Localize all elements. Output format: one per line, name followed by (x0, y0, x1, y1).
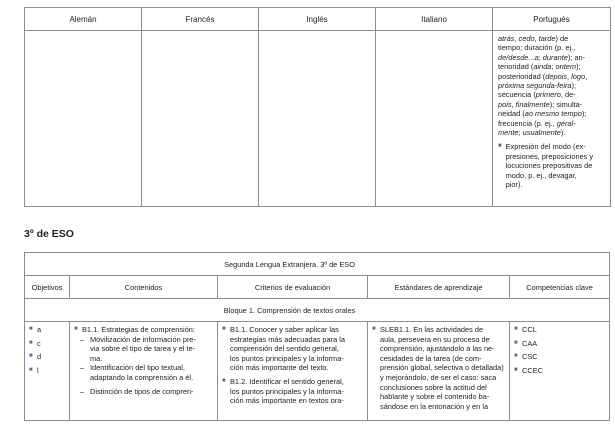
square-bullet-icon: ■ (222, 326, 226, 332)
cell-aleman (25, 31, 142, 207)
list-item: ■ d (29, 352, 42, 362)
header-criterios: Criterios de evaluación (218, 276, 368, 299)
square-bullet-icon: ■ (222, 377, 226, 384)
list-item: ■ l (29, 365, 39, 375)
list-item: ■ SLEB1.1. En las actividades de aula, persevera en su proceso de comprensión, ajustándolo a las ne- cesidades de la tarea (de com- prensión global, selectiva o detallada) y mejorándolo, de ser el caso: saca conclusiones sobre la actitud del hablante y sobre el contenido ba- sándose en la entonación y en la (372, 325, 504, 411)
header-objetivos: Objetivos (25, 276, 70, 299)
square-bullet-icon: ■ (514, 366, 518, 373)
square-bullet-icon: ■ (74, 326, 78, 332)
list-item: ■ CAA (514, 338, 538, 348)
header-italiano: Italiano (376, 8, 493, 31)
contenidos-cell (70, 322, 218, 421)
cell-frances (142, 31, 259, 207)
sub-item: – Identificación del tipo textual, adaptando la comprensión a él. (80, 363, 194, 382)
cell-ingles (259, 31, 376, 207)
square-bullet-icon: ■ (498, 143, 502, 150)
list-item: ■ c (29, 338, 41, 348)
criterios-cell (218, 322, 368, 421)
header-frances: Francés (142, 8, 259, 31)
square-bullet-icon: ■ (514, 353, 518, 360)
square-bullet-icon: ■ (29, 353, 33, 360)
header-competencias: Competencias clave (510, 276, 610, 299)
eso-curriculum-table (24, 252, 610, 421)
square-bullet-icon: ■ (29, 326, 33, 332)
competencias-cell (510, 322, 610, 421)
header-estandares: Estándares de aprendizaje (368, 276, 510, 299)
list-item: ■ B1.1. Conocer y saber aplicar las estrategias más adecuadas para la comprensión del sentido general, los puntos principales y la informa- ción más importante del texto. (222, 325, 346, 373)
portugues-paragraph: atrás, cedo, tarde) de tiempo; duración (p. ej., de/desde...a; durante); an- terioridad (ainda; ontem); posterioridad (depois, logo, próxima segunda-feira); secuencia (primero, de- pois, finalmente); simulta- neidad (ao mesmo tempo); frecuencia (p. ej., geral- mente; usualmente). (498, 34, 588, 138)
list-item: ■ B1.1. Estrategias de comprensión: (74, 325, 195, 334)
header-portugues: Portugués (493, 8, 611, 31)
table-title: Segunda Lengua Extranjera. 3º de ESO (70, 253, 510, 276)
objetivos-cell (25, 322, 70, 421)
square-bullet-icon: ■ (372, 326, 376, 332)
list-item: ■ CSC (514, 352, 538, 362)
square-bullet-icon: ■ (29, 366, 33, 373)
cell-italiano (376, 31, 493, 207)
top-language-table (24, 7, 611, 207)
square-bullet-icon: ■ (29, 339, 33, 346)
sub-item: – Movilización de información pre- via sobre el tipo de tarea y el te- ma. (80, 334, 196, 363)
header-contenidos: Contenidos (70, 276, 218, 299)
section-title: 3º de ESO (24, 228, 74, 240)
header-ingles: Inglés (259, 8, 376, 31)
square-bullet-icon: ■ (514, 326, 518, 332)
estandares-cell (368, 322, 510, 421)
header-aleman: Alemán (25, 8, 142, 31)
list-item: ■ CCL (514, 325, 537, 334)
bloque-title: Bloque 1. Comprensión de textos orales (70, 299, 510, 322)
sub-item: – Distinción de tipos de compren- (80, 386, 194, 396)
portugues-bullet-modo: ■ Expresión del modo (ex- presiones, preposiciones y locuciones prepositivas de modo, p. ej., devagar, pior). (498, 142, 594, 190)
list-item: ■ B1.2. Identificar el sentido general, los puntos principales y la informa- ción más importante en textos ora- (222, 376, 344, 406)
square-bullet-icon: ■ (514, 339, 518, 346)
list-item: ■ CCEC (514, 365, 543, 375)
cell-portugues (493, 31, 611, 207)
list-item: ■ a (29, 325, 42, 334)
